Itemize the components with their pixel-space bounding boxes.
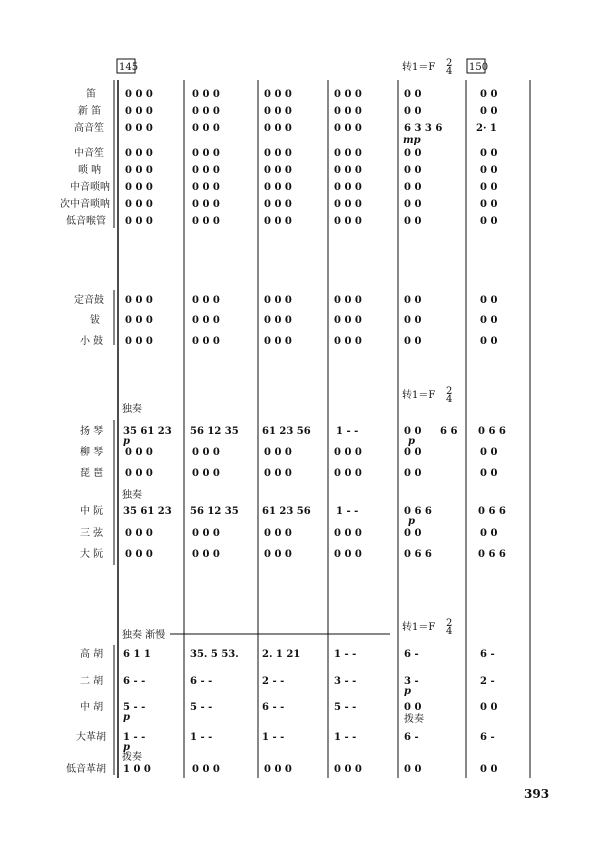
time-signature-num: 2 [446,618,453,629]
staff-label: 钹 [90,315,100,326]
staff-label: 低音喉管 [66,216,106,227]
measure-cell: 0 0 [480,702,498,713]
measure-cell: 1 - - [334,732,357,743]
measure-cell: 0 0 0 [334,148,362,159]
measure-cell: 6 - - [123,676,146,687]
measure-cell: 2 - - [262,676,285,687]
measure-cell: 0 0 0 [264,336,292,347]
measure-cell: 0 0 0 [264,764,292,775]
pizz-annotation: 拨奏 [404,714,424,725]
pizz-annotation: 拨奏 [122,752,142,763]
measure-cell: 0 0 0 [334,336,362,347]
measure-cell: 0 0 0 [125,468,153,479]
measure-cell: 1 - - [123,732,146,743]
measure-cell: 0 0 0 [125,89,153,100]
measure-cell: 0 0 [404,336,422,347]
staff-label: 次中音唢呐 [60,199,110,210]
measure-cell: 0 0 [404,89,422,100]
measure-cell: 3 - - [334,676,357,687]
measure-cell: 0 0 0 [264,528,292,539]
measure-cell: 0 0 0 [192,182,220,193]
staff-label: 二 胡 [80,676,104,687]
measure-cell: 0 0 0 [264,148,292,159]
measure-cell: 0 0 0 [192,216,220,227]
measure-cell: 0 0 [480,295,498,306]
measure-cell: 0 0 0 [125,123,153,134]
key-change-text: 转1＝F [402,622,436,633]
measure-cell: 0 0 0 [192,295,220,306]
measure-cell: 0 0 0 [264,106,292,117]
measure-cell: 0 0 [480,216,498,227]
measure-cell: 0 0 0 [264,123,292,134]
measure-cell: 35. 5 53. [190,649,239,660]
measure-cell: 0 0 [480,764,498,775]
staff-label: 高音笙 [74,123,104,134]
measure-cell: 6 - [480,649,495,660]
measure-cell: 0 0 0 [192,123,220,134]
measure-cell: 5 - - [123,702,146,713]
staff-label: 低音革胡 [66,764,106,775]
measure-cell: 0 0 [404,315,422,326]
measure-cell: 0 0 0 [334,123,362,134]
staff-label: 中 阮 [80,506,104,517]
measure-cell: 0 0 0 [192,199,220,210]
measure-cell: 6 1 1 [123,649,151,660]
measure-cell: 6 - - [262,702,285,713]
measure-cell: 0 0 0 [264,315,292,326]
measure-cell: 0 0 0 [334,216,362,227]
measure-cell: 35 61 23 [123,426,172,437]
measure-cell: 0 0 0 [125,182,153,193]
measure-cell: 6 - [404,732,419,743]
measure-cell: 0 0 0 [264,89,292,100]
staff-label: 三 弦 [80,528,104,539]
measure-cell: 0 0 [404,165,422,176]
measure-cell: 0 0 0 [334,764,362,775]
staff-label: 小 鼓 [80,336,104,347]
measure-cell: 0 0 [480,106,498,117]
dynamic-marking: p [123,436,130,447]
measure-cell: 0 0 0 [334,89,362,100]
staff-label: 柳 琴 [80,447,104,458]
measure-cell: 1 - - [190,732,213,743]
measure-cell: 0 6 6 [404,549,432,560]
measure-cell: 0 0 0 [264,199,292,210]
measure-cell: 0 0 [404,702,422,713]
measure-cell: 6 - [404,649,419,660]
measure-cell: 0 0 0 [334,106,362,117]
staff-label: 高 胡 [80,649,104,660]
measure-cell: 1 - - [336,426,359,437]
staff-label: 大 阮 [80,549,104,560]
section-winds [60,88,497,227]
section-plucked [80,402,506,560]
measure-cell: 0 0 [480,315,498,326]
measure-cell: 56 12 35 [190,506,239,517]
measure-cell: 0 0 0 [334,182,362,193]
measure-cell: 6 - [480,732,495,743]
measure-cell: 0 0 0 [192,315,220,326]
measure-cell: 0 0 0 [334,165,362,176]
dynamic-marking: p [408,436,415,447]
measure-cell: 1 - - [334,649,357,660]
measure-cell: 0 0 [404,199,422,210]
measure-cell: 0 0 0 [192,106,220,117]
measure-cell: 0 0 0 [192,89,220,100]
measure-cell: 0 0 [404,182,422,193]
staff-label: 定音鼓 [74,295,104,306]
measure-cell: 0 0 0 [125,336,153,347]
measure-cell: 0 0 [480,199,498,210]
measure-cell: 0 0 0 [125,315,153,326]
measure-cell: 0 6 6 [478,506,506,517]
measure-cell: 0 0 0 [264,295,292,306]
dynamic-marking: mp [403,135,421,146]
staff-label: 笛 [86,89,96,100]
measure-cell: 0 0 0 [125,447,153,458]
measure-cell: 6 - - [190,676,213,687]
measure-cell: 0 0 0 [125,528,153,539]
measure-cell: 0 0 0 [192,165,220,176]
measure-cell: 0 0 0 [125,295,153,306]
measure-cell: 1 - - [336,506,359,517]
staff-label: 大革胡 [76,732,106,743]
measure-cell: 0 0 0 [125,216,153,227]
measure-cell: 0 0 0 [192,468,220,479]
measure-cell: 0 0 0 [192,528,220,539]
time-signature-num: 2 [446,386,453,397]
measure-cell: 0 0 [480,182,498,193]
section-percussion [74,293,497,347]
measure-cell: 2 - [480,676,495,687]
measure-cell: 0 0 [404,216,422,227]
measure-cell: 0 0 0 [192,549,220,560]
measure-cell: 0 0 0 [264,549,292,560]
measure-cell: 6 6 [440,426,458,437]
measure-cell: 0 6 6 [404,506,432,517]
measure-cell: 0 0 0 [125,165,153,176]
measure-cell: 0 0 [480,165,498,176]
measure-cell: 0 0 0 [334,315,362,326]
staff-label: 中音唢呐 [70,182,110,193]
time-signature-den: 4 [446,626,453,637]
key-change-text: 转1＝F [402,390,436,401]
measure-cell: 5 - - [334,702,357,713]
measure-cell: 0 0 0 [334,447,362,458]
measure-cell: 0 0 [404,764,422,775]
measure-cell: 0 0 0 [264,165,292,176]
solo-annotation: 独奏 [122,490,142,501]
measure-cell: 0 0 0 [192,148,220,159]
measure-cell: 0 6 6 [478,426,506,437]
dynamic-marking: p [123,742,130,753]
measure-cell: 2. 1 21 [262,649,301,660]
measure-cell: 0 0 [404,148,422,159]
measure-cell: 0 0 [404,426,422,437]
measure-cell: 1 - - [262,732,285,743]
section-bowed [66,628,497,775]
measure-cell: 6 3 3 6 [404,123,443,134]
measure-cell: 0 6 6 [478,549,506,560]
rehearsal-number-right: 150 [469,62,489,73]
staff-label: 琵 琶 [80,468,104,479]
measure-cell: 0 0 0 [264,216,292,227]
measure-cell: 0 0 [480,148,498,159]
staff-label: 扬 琴 [80,426,104,437]
measure-cell: 1 0 0 [123,764,151,775]
measure-cell: 0 0 0 [125,148,153,159]
measure-cell: 0 0 [480,336,498,347]
staff-label: 新 笛 [78,106,102,117]
measure-cell: 0 0 [404,468,422,479]
measure-cell: 0 0 [480,528,498,539]
measure-cell: 0 0 [404,447,422,458]
measure-cell: 61 23 56 [262,426,311,437]
time-signature-den: 4 [446,394,453,405]
measure-cell: 0 0 [480,447,498,458]
measure-cell: 0 0 0 [334,199,362,210]
dynamic-marking: p [123,712,130,723]
measure-cell: 0 0 0 [125,106,153,117]
staff-label: 中音笙 [74,148,104,159]
measure-cell: 0 0 0 [334,528,362,539]
dynamic-marking: p [404,686,411,697]
measure-cell: 0 0 0 [125,199,153,210]
measure-cell: 0 0 [404,295,422,306]
staff-label: 唢 呐 [78,165,102,176]
measure-cell: 3 - [404,676,419,687]
rehearsal-number-left: 145 [119,62,139,73]
time-signature-num: 2 [446,58,453,69]
measure-cell: 0 0 0 [264,468,292,479]
dynamic-marking: p [408,516,415,527]
measure-cell: 0 0 [404,106,422,117]
solo-annotation: 独奏 [122,404,142,415]
measure-cell: 0 0 0 [192,336,220,347]
page-number: 393 [524,787,550,801]
key-change-text: 转1＝F [402,62,436,73]
measure-cell: 0 0 0 [192,764,220,775]
measure-cell: 61 23 56 [262,506,311,517]
measure-cell: 0 0 0 [125,549,153,560]
measure-cell: 0 0 [480,468,498,479]
measure-cell: 2· 1 [476,123,497,134]
measure-cell: 0 0 0 [334,295,362,306]
measure-cell: 5 - - [190,702,213,713]
measure-cell: 0 0 0 [264,182,292,193]
measure-cell: 56 12 35 [190,426,239,437]
measure-cell: 0 0 [404,528,422,539]
measure-cell: 0 0 0 [192,447,220,458]
measure-cell: 35 61 23 [123,506,172,517]
measure-cell: 0 0 [480,89,498,100]
time-signature-den: 4 [446,66,453,77]
measure-cell: 0 0 0 [334,468,362,479]
measure-cell: 0 0 0 [334,549,362,560]
solo-annotation: 独奏 渐慢 [122,630,166,641]
staff-label: 中 胡 [80,702,104,713]
measure-cell: 0 0 0 [264,447,292,458]
